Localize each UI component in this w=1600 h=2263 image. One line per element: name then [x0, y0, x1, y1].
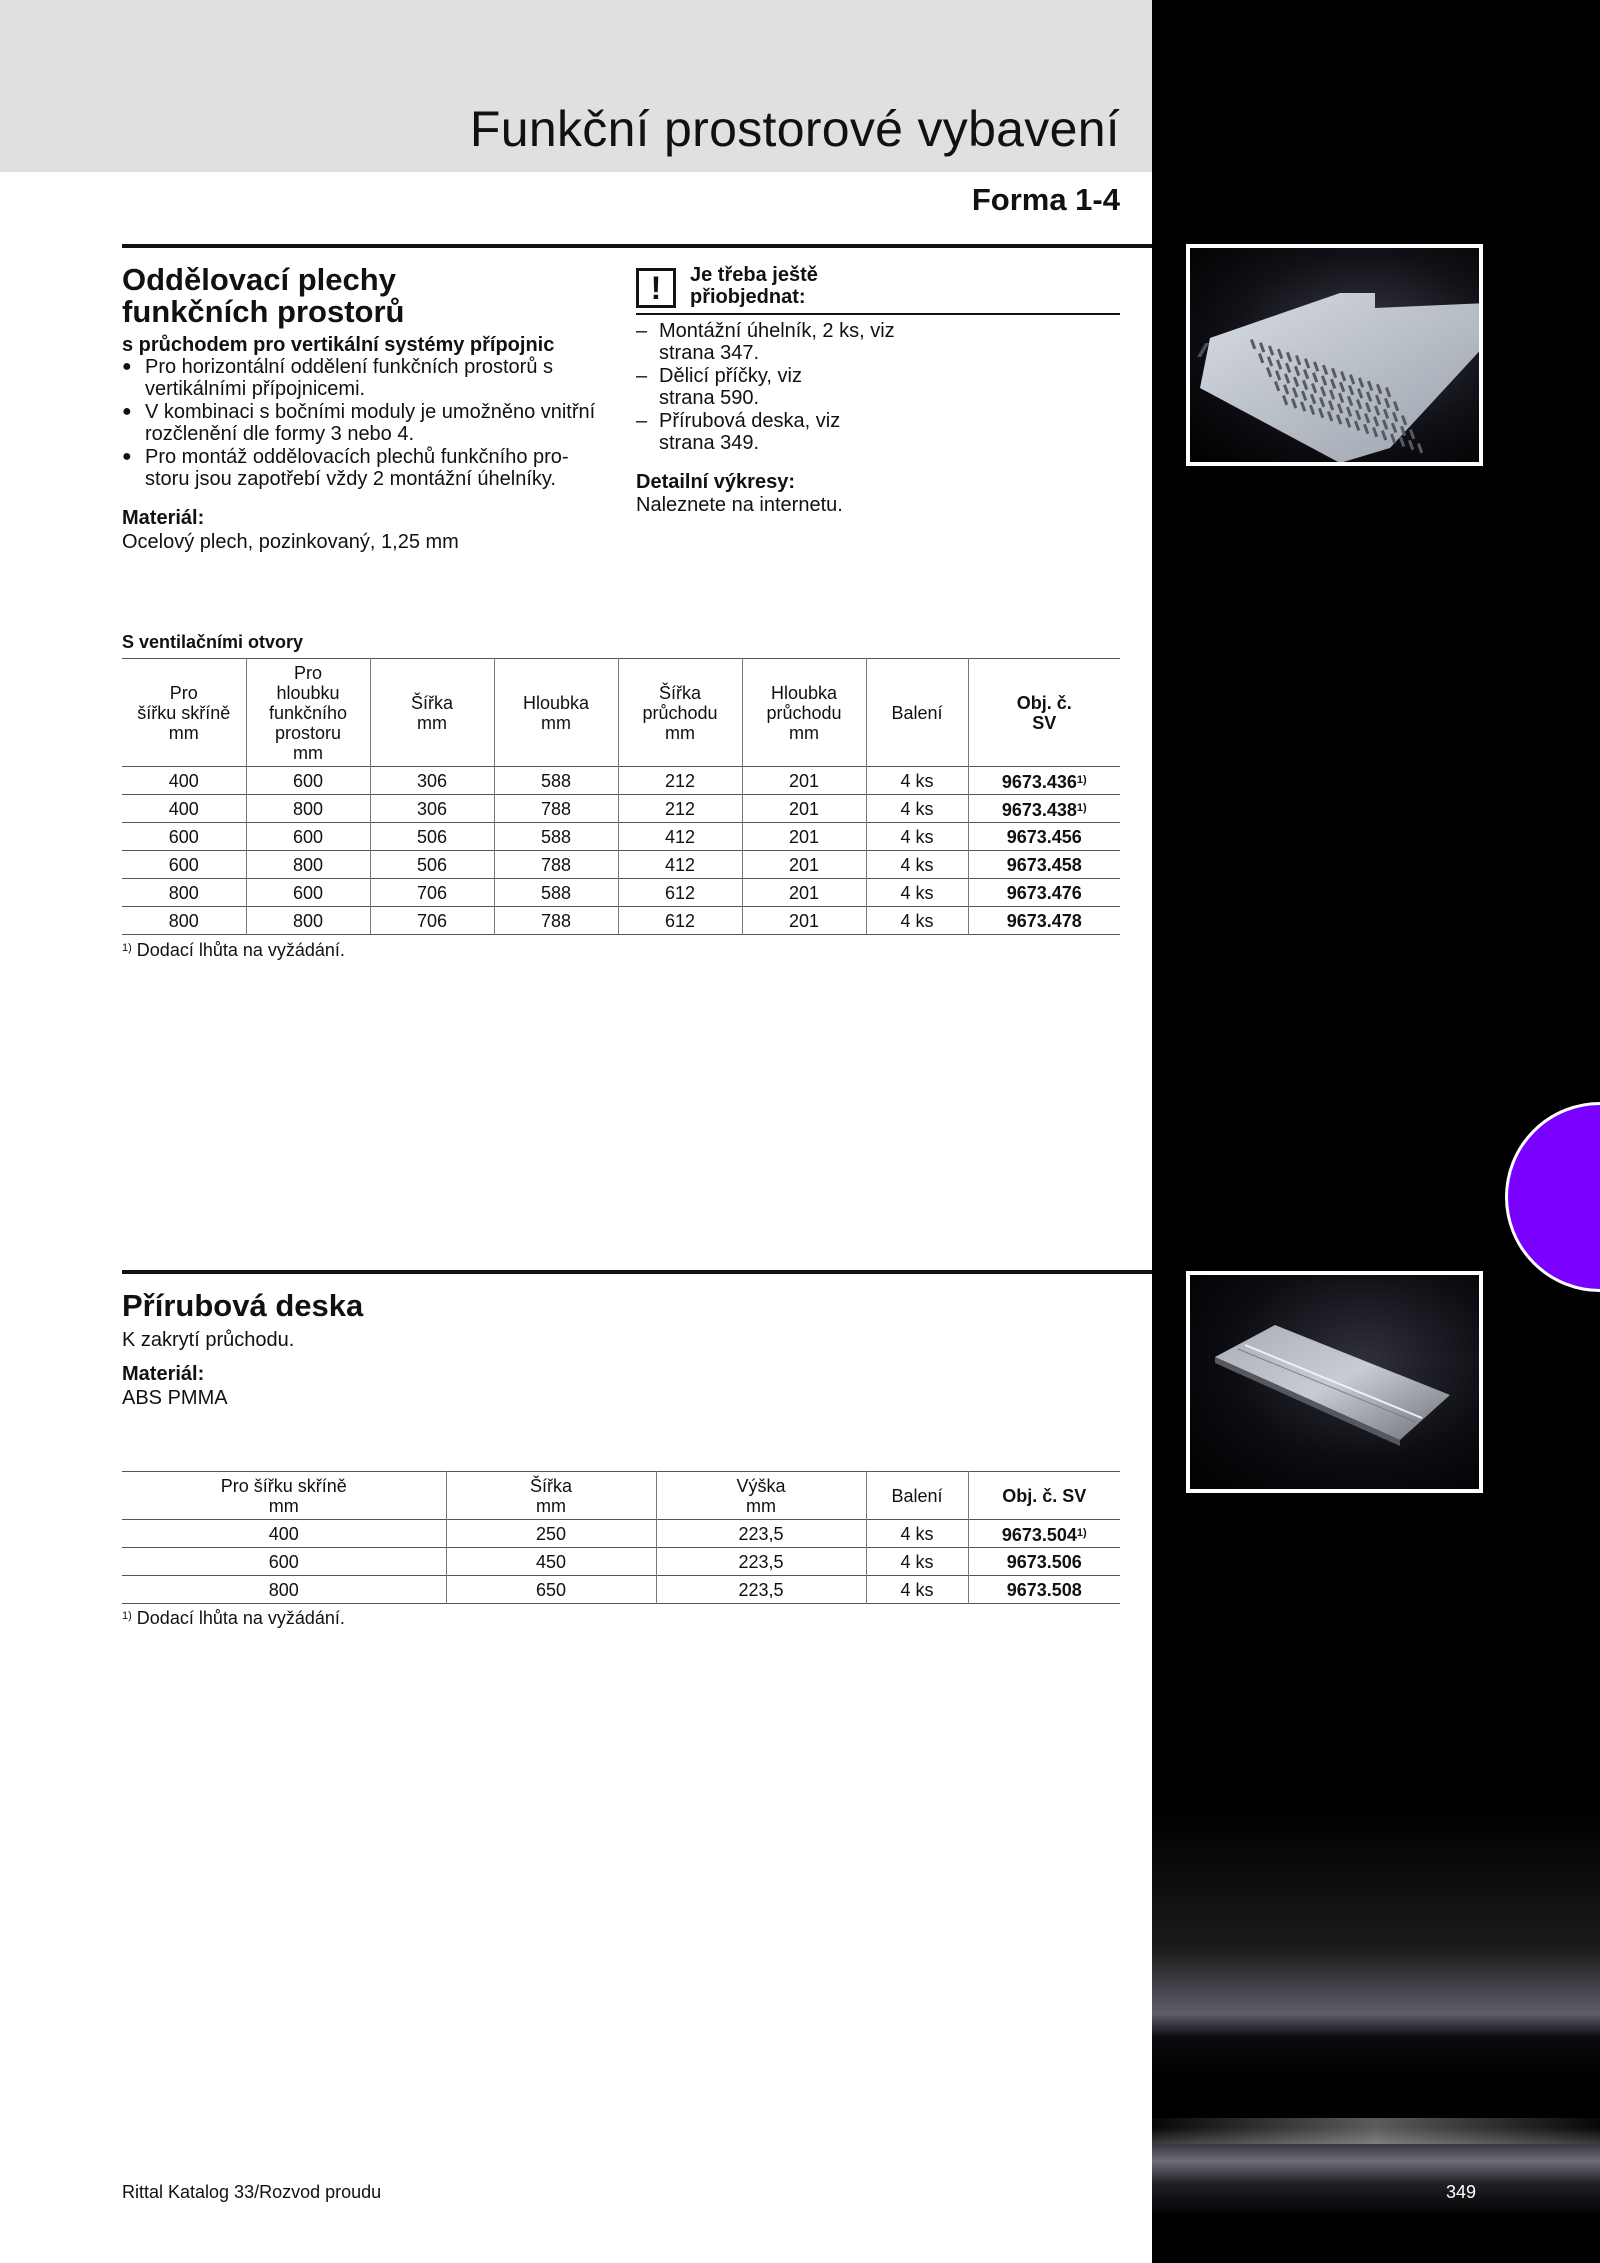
table-row	[122, 795, 1120, 823]
table-row	[122, 907, 1120, 935]
col-header: Balení	[866, 1472, 968, 1520]
vent-slot	[1408, 440, 1414, 450]
feature-list	[122, 356, 612, 490]
table-cell: 800	[122, 1576, 446, 1604]
table-cell: 588	[494, 767, 618, 795]
section1-subtitle: s průchodem pro vertikální systémy přípojnic	[122, 334, 555, 356]
table-cell: 201	[742, 907, 866, 935]
article-number: 9673.436$^{1)}$	[968, 767, 1120, 795]
table-cell: 600	[122, 823, 246, 851]
table-cell: 506	[370, 851, 494, 879]
table-cell: 650	[446, 1576, 656, 1604]
form-label: Forma 1-4	[971, 182, 1120, 217]
vent-slot	[1417, 443, 1423, 453]
material-value: Ocelový plech, pozinkovaný, 1,25 mm	[122, 531, 459, 553]
table-cell: 4 ks	[866, 907, 968, 935]
ventilated-plates-table	[122, 658, 1120, 935]
table-row	[122, 767, 1120, 795]
table-cell: 4 ks	[866, 767, 968, 795]
col-header: Obj. č. SV	[968, 1472, 1120, 1520]
vent-slot	[1409, 429, 1415, 439]
note-rule	[636, 313, 1120, 315]
table-cell: 400	[122, 767, 246, 795]
table-cell: 800	[122, 907, 246, 935]
vent-slot	[1399, 437, 1405, 447]
table-cell: 4 ks	[866, 879, 968, 907]
list-item: – Dělicí příčky, viz strana 590.	[636, 365, 836, 410]
panel-highlight	[1152, 2118, 1600, 2144]
table-cell: 4 ks	[866, 1576, 968, 1604]
flange-plate-illustration	[1190, 1275, 1483, 1493]
partition-plate-illustration	[1190, 248, 1483, 466]
table-cell: 223,5	[656, 1548, 866, 1576]
table-cell: 506	[370, 823, 494, 851]
list-item: ● Pro montáž oddělovacích plechů funkčního pro-storu jsou zapotřebí vždy 2 montážní úhelníky.	[122, 446, 612, 491]
table-cell: 788	[494, 907, 618, 935]
col-header: Obj. č. SV	[968, 659, 1120, 767]
note-title: Je třeba ještě přiobjednat:	[690, 264, 818, 308]
table-row	[122, 851, 1120, 879]
partition-plate-photo	[1186, 244, 1483, 466]
col-header: Pro šířku skříně mm	[122, 1472, 446, 1520]
table-header-row	[122, 1472, 1120, 1520]
article-number: 9673.478	[968, 907, 1120, 935]
table-row	[122, 1548, 1120, 1576]
article-number: 9673.458	[968, 851, 1120, 879]
table-cell: 800	[246, 795, 370, 823]
table-header-row	[122, 659, 1120, 767]
col-header: Hloubka průchodu mm	[742, 659, 866, 767]
table-cell: 788	[494, 851, 618, 879]
table-cell: 201	[742, 851, 866, 879]
table-cell: 788	[494, 795, 618, 823]
table-cell: 706	[370, 879, 494, 907]
list-item: ● Pro horizontální oddělení funkčních prostorů s vertikálními přípojnicemi.	[122, 356, 612, 401]
article-number: 9673.438$^{1)}$	[968, 795, 1120, 823]
table-cell: 4 ks	[866, 795, 968, 823]
table-cell: 450	[446, 1548, 656, 1576]
article-number: 9673.476	[968, 879, 1120, 907]
catalog-footer: Rittal Katalog 33/Rozvod proudu	[122, 2182, 382, 2202]
list-item: – Montážní úhelník, 2 ks, viz strana 347.	[636, 320, 896, 365]
list-item: ● V kombinaci s bočními moduly je umožněno vnitřní rozčlenění dle formy 3 nebo 4.	[122, 401, 612, 446]
table-cell: 800	[246, 907, 370, 935]
table-cell: 600	[246, 879, 370, 907]
table-cell: 600	[246, 823, 370, 851]
table-cell: 4 ks	[866, 823, 968, 851]
table-cell: 4 ks	[866, 1548, 968, 1576]
table-cell: 588	[494, 879, 618, 907]
table-cell: 600	[246, 767, 370, 795]
article-number: 9673.456	[968, 823, 1120, 851]
section2-rule	[122, 1270, 1152, 1274]
table-cell: 412	[618, 823, 742, 851]
col-header: Šířka mm	[370, 659, 494, 767]
table-cell: 201	[742, 767, 866, 795]
footnote: $^{1)}$ Dodací lhůta na vyžádání.	[122, 1608, 345, 1628]
table-cell: 4 ks	[866, 1520, 968, 1548]
article-number: 9673.508	[968, 1576, 1120, 1604]
table-cell: 306	[370, 795, 494, 823]
table-cell: 400	[122, 795, 246, 823]
list-item: – Přírubová deska, viz strana 349.	[636, 410, 866, 455]
table-cell: 201	[742, 879, 866, 907]
table-cell: 306	[370, 767, 494, 795]
table-cell: 600	[122, 851, 246, 879]
col-header: Šířka průchodu mm	[618, 659, 742, 767]
table-row	[122, 1520, 1120, 1548]
table-cell: 4 ks	[866, 851, 968, 879]
table-row	[122, 1576, 1120, 1604]
accessory-list	[636, 320, 1116, 454]
article-number: 9673.506	[968, 1548, 1120, 1576]
table-row	[122, 823, 1120, 851]
table-cell: 600	[122, 1548, 446, 1576]
table-cell: 212	[618, 767, 742, 795]
table-cell: 412	[618, 851, 742, 879]
table-cell: 201	[742, 795, 866, 823]
table-cell: 212	[618, 795, 742, 823]
article-number: 9673.504$^{1)}$	[968, 1520, 1120, 1548]
section1-rule	[122, 244, 1152, 248]
col-header: Šířka mm	[446, 1472, 656, 1520]
page-number: 349	[1446, 2182, 1477, 2202]
material-label: Materiál:	[122, 507, 205, 529]
material-label: Materiál:	[122, 1363, 205, 1385]
table-row	[122, 879, 1120, 907]
page-title: Funkční prostorové vybavení	[469, 101, 1120, 157]
table-cell: 400	[122, 1520, 446, 1548]
table-cell: 223,5	[656, 1576, 866, 1604]
flange-plate-photo	[1186, 1271, 1483, 1493]
table-cell: 250	[446, 1520, 656, 1548]
col-header: Výška mm	[656, 1472, 866, 1520]
table-cell: 706	[370, 907, 494, 935]
drawings-label: Detailní výkresy:	[636, 471, 795, 493]
table-caption: S ventilačními otvory	[122, 632, 304, 652]
col-header: Pro hloubku funkčního prostoru mm	[246, 659, 370, 767]
material-value: ABS PMMA	[122, 1387, 228, 1409]
drawings-value: Naleznete na internetu.	[636, 494, 843, 516]
table-cell: 612	[618, 879, 742, 907]
table-cell: 588	[494, 823, 618, 851]
col-header: Balení	[866, 659, 968, 767]
table-cell: 612	[618, 907, 742, 935]
section1-title: Oddělovací plechy funkčních prostorů	[122, 262, 405, 329]
footnote: $^{1)}$ Dodací lhůta na vyžádání.	[122, 940, 345, 960]
table-cell: 800	[122, 879, 246, 907]
table-cell: 800	[246, 851, 370, 879]
table-cell: 223,5	[656, 1520, 866, 1548]
flange-plates-table	[122, 1471, 1120, 1604]
col-header: Pro šířku skříně mm	[122, 659, 246, 767]
section2-description: K zakrytí průchodu.	[122, 1329, 295, 1351]
table-cell: 201	[742, 823, 866, 851]
section2-title: Přírubová deska	[122, 1288, 364, 1323]
warning-icon: !	[636, 268, 676, 308]
col-header: Hloubka mm	[494, 659, 618, 767]
